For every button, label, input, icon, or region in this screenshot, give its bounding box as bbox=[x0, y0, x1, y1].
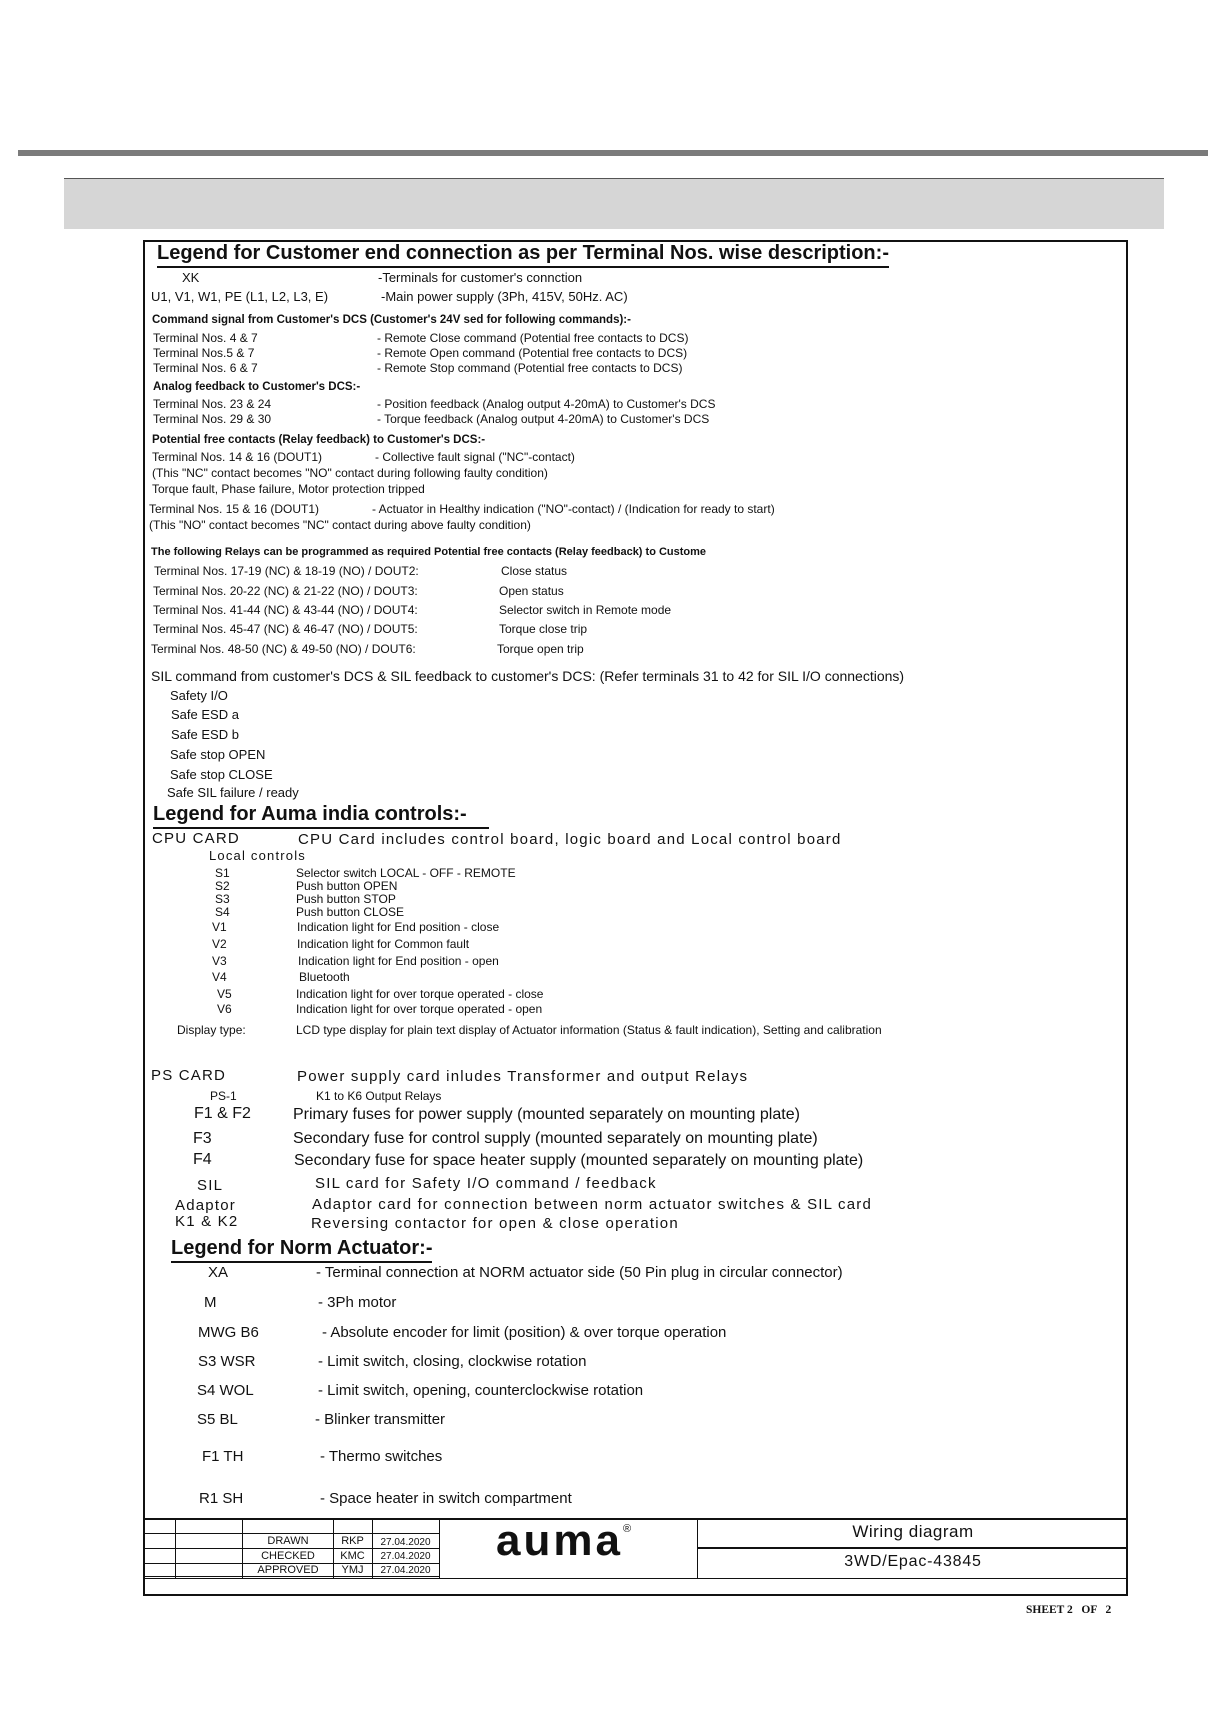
command-desc-1: - Remote Close command (Potential free contacts to DCS) bbox=[377, 331, 689, 345]
cpu-desc: CPU Card includes control board, logic board and Local control board bbox=[298, 831, 842, 848]
sil-item-4: Safe stop OPEN bbox=[170, 747, 266, 762]
norm-code-3: MWG B6 bbox=[198, 1324, 259, 1341]
pfc-note-3: (This "NO" contact becomes "NC" contact during above faulty condition) bbox=[149, 518, 531, 532]
analog-title: Analog feedback to Customer's DCS:- bbox=[153, 381, 361, 393]
display-code: Display type: bbox=[177, 1023, 246, 1037]
fuse-desc-2: Secondary fuse for control supply (mounted separately on mounting plate) bbox=[293, 1130, 818, 1147]
drawn-date: 27.04.2020 bbox=[380, 1537, 431, 1548]
local-code-4: S4 bbox=[215, 905, 230, 919]
local-desc-10: Indication light for over torque operated - open bbox=[296, 1002, 543, 1016]
relay-code-2: Terminal Nos. 20-22 (NC) & 21-22 (NO) / DOUT3: bbox=[153, 584, 418, 598]
command-desc-3: - Remote Stop command (Potential free contacts to DCS) bbox=[377, 361, 683, 375]
local-desc-3: Push button STOP bbox=[296, 892, 396, 906]
relay-desc-2: Open status bbox=[499, 584, 564, 598]
norm-desc-4: - Limit switch, closing, clockwise rotation bbox=[318, 1353, 587, 1370]
checked-initials: KMC bbox=[340, 1550, 365, 1562]
checked-label: CHECKED bbox=[261, 1550, 315, 1562]
norm-code-7: F1 TH bbox=[202, 1448, 244, 1465]
command-code-1: Terminal Nos. 4 & 7 bbox=[153, 331, 258, 345]
xk-code: XK bbox=[182, 270, 200, 285]
adaptor-code: Adaptor bbox=[175, 1197, 236, 1214]
top-rule bbox=[18, 150, 1208, 156]
local-code-6: V2 bbox=[212, 937, 227, 951]
norm-code-5: S4 WOL bbox=[197, 1382, 254, 1399]
relay-code-4: Terminal Nos. 45-47 (NC) & 46-47 (NO) / DOUT5: bbox=[153, 622, 418, 636]
pfc-desc-1: - Collective fault signal ("NC"-contact) bbox=[375, 450, 575, 464]
sil-item-3: Safe ESD b bbox=[171, 727, 239, 742]
norm-desc-6: - Blinker transmitter bbox=[315, 1411, 446, 1428]
norm-code-1: XA bbox=[208, 1264, 229, 1281]
drawn-initials: RKP bbox=[341, 1535, 364, 1547]
relay-code-1: Terminal Nos. 17-19 (NC) & 18-19 (NO) / DOUT2: bbox=[154, 564, 419, 578]
fuse-desc-1: Primary fuses for power supply (mounted separately on mounting plate) bbox=[293, 1106, 800, 1123]
approved-date: 27.04.2020 bbox=[380, 1565, 431, 1576]
k1k2-code: K1 & K2 bbox=[175, 1213, 239, 1230]
analog-code-2: Terminal Nos. 29 & 30 bbox=[153, 412, 272, 426]
local-code-8: V4 bbox=[212, 970, 227, 984]
relay-desc-5: Torque open trip bbox=[497, 642, 584, 656]
adaptor-desc: Adaptor card for connection between norm actuator switches & SIL card bbox=[312, 1196, 872, 1213]
norm-desc-3: - Absolute encoder for limit (position) & over torque operation bbox=[322, 1324, 727, 1341]
display-desc: LCD type display for plain text display of Actuator information (Status & fault indication), Setting and calibration bbox=[296, 1023, 882, 1037]
fuse-code-2: F3 bbox=[193, 1130, 212, 1147]
norm-desc-8: - Space heater in switch compartment bbox=[320, 1490, 572, 1507]
pfc-note-2: Torque fault, Phase failure, Motor protection tripped bbox=[152, 482, 425, 496]
pfc-code-1: Terminal Nos. 14 & 16 (DOUT1) bbox=[152, 450, 323, 464]
ps1-code: PS-1 bbox=[210, 1089, 237, 1103]
sil-item-6: Safe SIL failure / ready bbox=[167, 785, 299, 800]
ps-code: PS CARD bbox=[151, 1067, 227, 1084]
relay-code-5: Terminal Nos. 48-50 (NC) & 49-50 (NO) / DOUT6: bbox=[151, 642, 416, 656]
command-code-2: Terminal Nos.5 & 7 bbox=[153, 346, 255, 360]
local-code-10: V6 bbox=[217, 1002, 232, 1016]
analog-code-1: Terminal Nos. 23 & 24 bbox=[153, 397, 272, 411]
ps-desc: Power supply card inludes Transformer and output Relays bbox=[297, 1068, 749, 1085]
relay-desc-4: Torque close trip bbox=[499, 622, 588, 636]
checked-date: 27.04.2020 bbox=[380, 1551, 431, 1562]
pfc-title: Potential free contacts (Relay feedback) to Customer's DCS:- bbox=[152, 434, 486, 446]
sil-item-1: Safety I/O bbox=[170, 688, 228, 703]
pfc-note-1: (This "NC" contact becomes "NO" contact during following faulty condition) bbox=[152, 466, 548, 480]
relay-desc-1: Close status bbox=[501, 564, 568, 578]
local-code-5: V1 bbox=[212, 920, 227, 934]
sil-code: SIL bbox=[197, 1177, 224, 1194]
local-code-3: S3 bbox=[215, 892, 230, 906]
command-title: Command signal from Customer's DCS (Customer's 24V sed for following commands):- bbox=[152, 314, 631, 326]
local-desc-2: Push button OPEN bbox=[296, 879, 398, 893]
sil-item-5: Safe stop CLOSE bbox=[170, 767, 273, 782]
norm-code-8: R1 SH bbox=[199, 1490, 244, 1507]
legend-auma-title: Legend for Auma india controls:- bbox=[153, 803, 489, 826]
xk-desc: -Terminals for customer's connction bbox=[378, 270, 583, 285]
local-desc-7: Indication light for End position - open bbox=[298, 954, 499, 968]
fuse-code-3: F4 bbox=[193, 1151, 212, 1168]
local-code-2: S2 bbox=[215, 879, 230, 893]
drawing-title: Wiring diagram bbox=[852, 1522, 974, 1541]
pfc-desc-2: - Actuator in Healthy indication ("NO"-contact) / (Indication for ready to start) bbox=[372, 502, 775, 516]
header-band bbox=[64, 178, 1164, 229]
approved-label: APPROVED bbox=[257, 1564, 319, 1576]
command-code-3: Terminal Nos. 6 & 7 bbox=[153, 361, 258, 375]
local-desc-6: Indication light for Common fault bbox=[297, 937, 470, 951]
drawn-label: DRAWN bbox=[267, 1535, 309, 1547]
local-desc-8: Bluetooth bbox=[299, 970, 350, 984]
fuse-desc-3: Secondary fuse for space heater supply (mounted separately on mounting plate) bbox=[294, 1152, 864, 1169]
drawing-number: 3WD/Epac-43845 bbox=[844, 1553, 982, 1570]
norm-desc-2: - 3Ph motor bbox=[318, 1294, 397, 1311]
local-controls-label: Local controls bbox=[209, 848, 307, 863]
local-desc-5: Indication light for End position - close bbox=[297, 920, 500, 934]
power-desc: -Main power supply (3Ph, 415V, 50Hz. AC) bbox=[381, 289, 628, 304]
norm-code-6: S5 BL bbox=[197, 1411, 238, 1428]
sil-desc: SIL card for Safety I/O command / feedback bbox=[315, 1175, 657, 1192]
legend-norm-title: Legend for Norm Actuator:- bbox=[171, 1237, 432, 1260]
local-desc-9: Indication light for over torque operated - close bbox=[296, 987, 544, 1001]
norm-desc-1: - Terminal connection at NORM actuator side (50 Pin plug in circular connector) bbox=[316, 1264, 843, 1281]
relay-desc-3: Selector switch in Remote mode bbox=[499, 603, 672, 617]
power-code: U1, V1, W1, PE (L1, L2, L3, E) bbox=[151, 289, 329, 304]
k1k2-desc: Reversing contactor for open & close operation bbox=[311, 1215, 679, 1232]
local-desc-1: Selector switch LOCAL - OFF - REMOTE bbox=[296, 866, 516, 880]
auma-logo: auma® bbox=[496, 1516, 635, 1565]
norm-desc-5: - Limit switch, opening, counterclockwise rotation bbox=[318, 1382, 644, 1399]
fuse-code-1: F1 & F2 bbox=[194, 1105, 251, 1122]
analog-desc-2: - Torque feedback (Analog output 4-20mA) to Customer's DCS bbox=[377, 412, 710, 426]
cpu-code: CPU CARD bbox=[152, 830, 240, 847]
analog-desc-1: - Position feedback (Analog output 4-20mA) to Customer's DCS bbox=[377, 397, 716, 411]
sheet-number: SHEET 2 OF 2 bbox=[1026, 1604, 1112, 1616]
legend-customer-title: Legend for Customer end connection as per Terminal Nos. wise description:- bbox=[157, 242, 889, 265]
local-desc-4: Push button CLOSE bbox=[296, 905, 405, 919]
pfc-code-2: Terminal Nos. 15 & 16 (DOUT1) bbox=[149, 502, 320, 516]
sil-title: SIL command from customer's DCS & SIL feedback to customer's DCS: (Refer terminals 31 to 42 for SIL I/O connections) bbox=[151, 668, 905, 684]
relays-title: The following Relays can be programmed as required Potential free contacts (Relay feedback) to Custome bbox=[151, 546, 707, 558]
local-code-7: V3 bbox=[212, 954, 227, 968]
norm-desc-7: - Thermo switches bbox=[320, 1448, 443, 1465]
relay-code-3: Terminal Nos. 41-44 (NC) & 43-44 (NO) / DOUT4: bbox=[153, 603, 418, 617]
norm-code-2: M bbox=[204, 1294, 217, 1311]
local-code-9: V5 bbox=[217, 987, 232, 1001]
approved-initials: YMJ bbox=[341, 1564, 364, 1576]
registered-mark: ® bbox=[622, 1523, 635, 1535]
ps1-desc: K1 to K6 Output Relays bbox=[316, 1089, 442, 1103]
command-desc-2: - Remote Open command (Potential free contacts to DCS) bbox=[377, 346, 688, 360]
norm-code-4: S3 WSR bbox=[198, 1353, 256, 1370]
sil-item-2: Safe ESD a bbox=[171, 707, 239, 722]
local-code-1: S1 bbox=[215, 866, 230, 880]
